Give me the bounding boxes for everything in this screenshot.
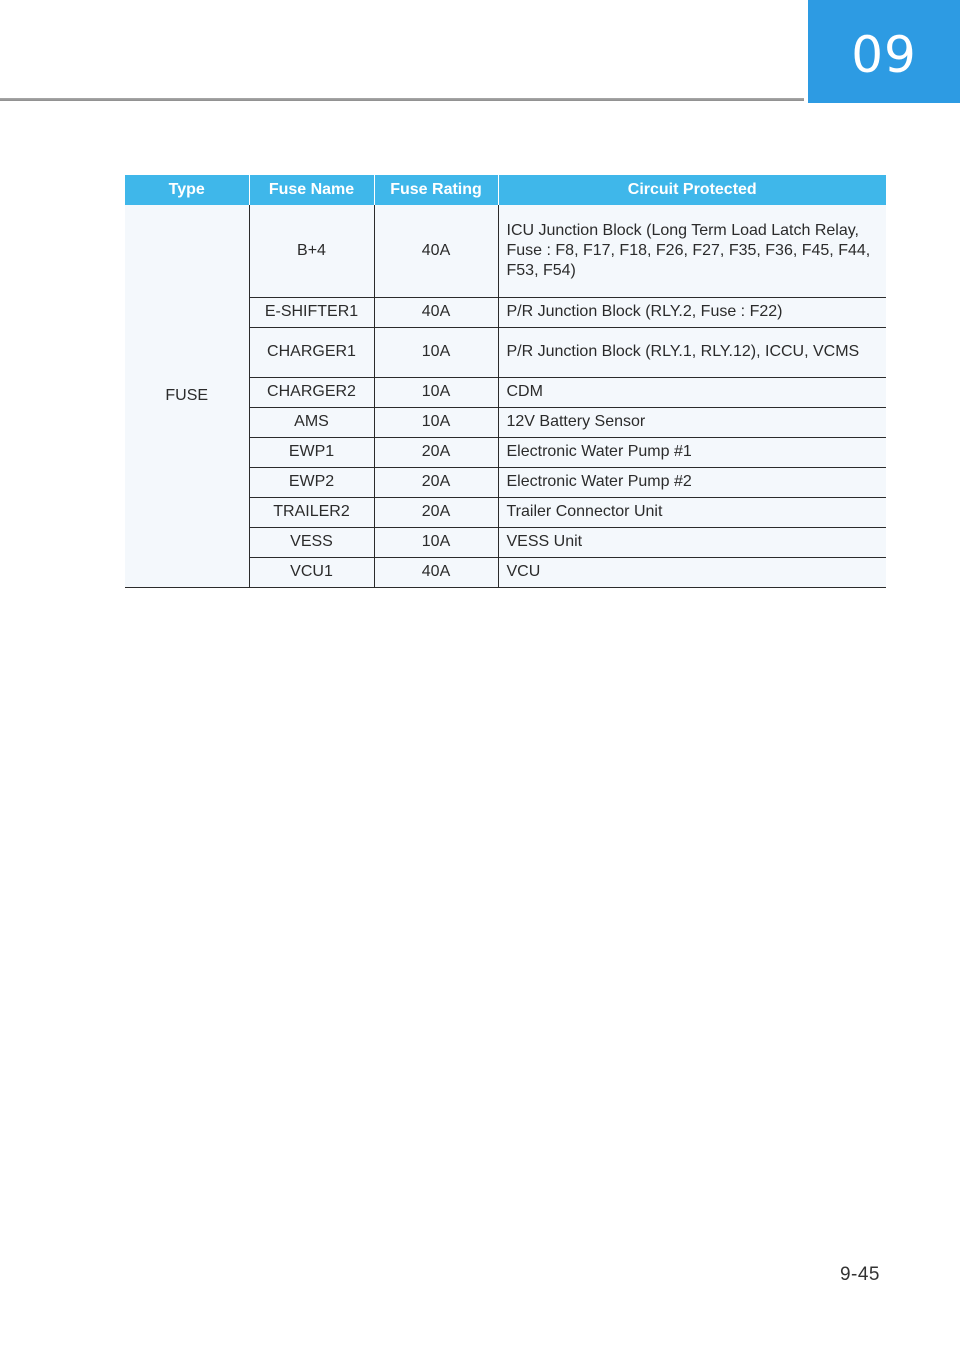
circuit-cell: P/R Junction Block (RLY.2, Fuse : F22) xyxy=(498,297,886,327)
fuse-rating-cell: 20A xyxy=(374,467,498,497)
header-fuse-rating: Fuse Rating xyxy=(374,175,498,205)
circuit-cell: CDM xyxy=(498,377,886,407)
chapter-tab xyxy=(808,0,960,103)
fuse-name-cell: VCU1 xyxy=(249,557,374,587)
page-number: 9-45 xyxy=(839,1264,880,1285)
fuse-rating-cell: 10A xyxy=(374,327,498,377)
fuse-rating-cell: 20A xyxy=(374,497,498,527)
fuse-rating-cell: 10A xyxy=(374,377,498,407)
circuit-cell: Electronic Water Pump #1 xyxy=(498,437,886,467)
circuit-cell: VCU xyxy=(498,557,886,587)
table-row xyxy=(125,205,886,297)
fuse-name-cell: EWP2 xyxy=(249,467,374,497)
header-divider xyxy=(0,98,804,101)
circuit-cell: VESS Unit xyxy=(498,527,886,557)
circuit-cell: Electronic Water Pump #2 xyxy=(498,467,886,497)
fuse-name-cell: TRAILER2 xyxy=(249,497,374,527)
circuit-cell: P/R Junction Block (RLY.1, RLY.12), ICCU, VCMS xyxy=(498,327,886,377)
fuse-name-cell: VESS xyxy=(249,527,374,557)
header-circuit-protected: Circuit Protected xyxy=(498,175,886,205)
circuit-cell: 12V Battery Sensor xyxy=(498,407,886,437)
circuit-cell: ICU Junction Block (Long Term Load Latch Relay, Fuse : F8, F17, F18, F26, F27, F35, F36, F45, F44, F53, F54) xyxy=(498,205,886,297)
fuse-rating-cell: 40A xyxy=(374,557,498,587)
type-cell: FUSE xyxy=(125,205,249,587)
fuse-name-cell: B+4 xyxy=(249,205,374,297)
fuse-rating-cell: 10A xyxy=(374,407,498,437)
fuse-name-cell: AMS xyxy=(249,407,374,437)
fuse-rating-cell: 10A xyxy=(374,527,498,557)
fuse-table xyxy=(125,175,886,588)
fuse-rating-cell: 20A xyxy=(374,437,498,467)
chapter-number: 09 xyxy=(851,25,917,84)
table-header-row xyxy=(125,175,886,205)
fuse-rating-cell: 40A xyxy=(374,297,498,327)
fuse-rating-cell: 40A xyxy=(374,205,498,297)
fuse-name-cell: CHARGER1 xyxy=(249,327,374,377)
fuse-name-cell: EWP1 xyxy=(249,437,374,467)
header-type: Type xyxy=(125,175,249,205)
fuse-name-cell: CHARGER2 xyxy=(249,377,374,407)
fuse-name-cell: E-SHIFTER1 xyxy=(249,297,374,327)
circuit-cell: Trailer Connector Unit xyxy=(498,497,886,527)
header-fuse-name: Fuse Name xyxy=(249,175,374,205)
